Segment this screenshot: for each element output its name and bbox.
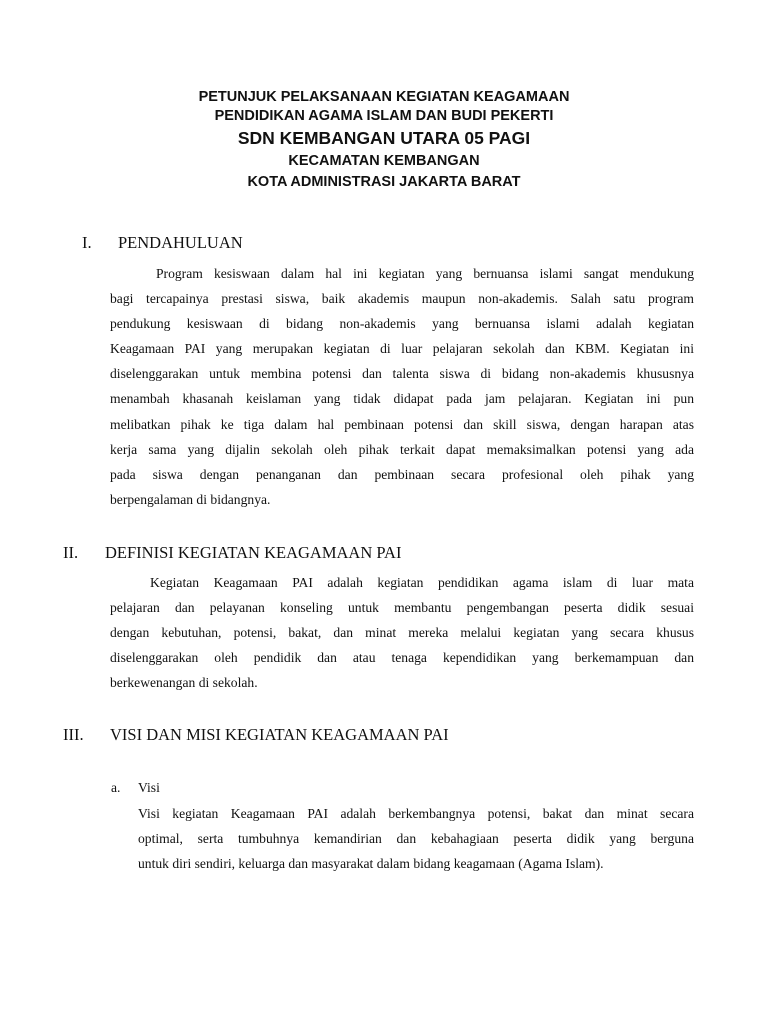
paragraph-line: berkewenangan di sekolah.: [110, 675, 258, 691]
paragraph-line: melibatkan pihak ke tiga dalam hal pembinaan potensi dan skill siswa, dengan harapan atas: [110, 416, 694, 432]
paragraph-line: untuk diri sendiri, keluarga dan masyarakat dalam bidang keagamaan (Agama Islam).: [138, 856, 604, 872]
paragraph-line: berpengalaman di bidangnya.: [110, 491, 271, 507]
section-title: DEFINISI KEGIATAN KEAGAMAAN PAI: [105, 543, 402, 562]
header-district: KECAMATAN KEMBANGAN: [288, 153, 480, 169]
paragraph-line: optimal, serta tumbuhnya kemandirian dan kebahagiaan peserta didik yang berguna: [138, 831, 694, 847]
paragraph-line: pendukung kesiswaan di bidang non-akademis yang bernuansa islami adalah kegiatan: [110, 316, 694, 332]
section-title: VISI DAN MISI KEGIATAN KEAGAMAAN PAI: [110, 725, 449, 744]
paragraph-line: Keagamaan PAI yang merupakan kegiatan di luar pelajaran sekolah dan KBM. Kegiatan ini: [110, 341, 694, 357]
paragraph-line: kerja sama yang dijalin sekolah oleh pihak terkait dapat memaksimalkan potensi yang ada: [110, 441, 694, 457]
paragraph-line: pada siswa dengan penanganan dan pembinaan secara profesional oleh pihak yang: [110, 466, 694, 482]
document-header: [0, 88, 768, 193]
section-title: PENDAHULUAN: [118, 233, 243, 252]
header-line-2: PENDIDIKAN AGAMA ISLAM DAN BUDI PEKERTI: [214, 108, 554, 124]
paragraph-line: Kegiatan Keagamaan PAI adalah kegiatan pendidikan agama islam di luar mata: [150, 575, 694, 590]
paragraph-line: diselenggarakan oleh pendidik dan atau tenaga kependidikan yang berkemampuan dan: [110, 650, 694, 666]
section-number: I.: [82, 233, 92, 252]
subsection-a-paragraph: [138, 801, 694, 876]
paragraph-line: Program kesiswaan dalam hal ini kegiatan yang bernuansa islami sangat mendukung: [156, 266, 694, 281]
header-line-1: PETUNJUK PELAKSANAAN KEGIATAN KEAGAMAAN: [198, 89, 570, 105]
paragraph-line: Visi kegiatan Keagamaan PAI adalah berkembangnya potensi, bakat dan minat secara: [138, 806, 694, 821]
paragraph-line: pelajaran dan pelayanan konseling untuk membantu pengembangan peserta didik sesuai: [110, 600, 694, 616]
subsection-a-label: a.: [111, 780, 121, 795]
header-school-name: SDN KEMBANGAN UTARA 05 PAGI: [237, 128, 531, 148]
paragraph-line: menambah khasanah keislaman yang tidak didapat pada jam pelajaran. Kegiatan ini pun: [110, 391, 694, 407]
paragraph-line: bagi tercapainya prestasi siswa, baik akademis maupun non-akademis. Salah satu program: [110, 291, 694, 307]
section-number: III.: [63, 725, 84, 744]
section-2-paragraph: [110, 570, 694, 695]
paragraph-line: dengan kebutuhan, potensi, bakat, dan minat mereka melalui kegiatan yang secara khusus: [110, 625, 694, 641]
section-number: II.: [63, 543, 79, 562]
subsection-a-title: Visi: [138, 780, 160, 795]
section-1-paragraph: [110, 261, 694, 512]
paragraph-line: diselenggarakan untuk membina potensi dan talenta siswa di bidang non-akademis khususnya: [110, 366, 694, 382]
header-city: KOTA ADMINISTRASI JAKARTA BARAT: [247, 174, 521, 190]
